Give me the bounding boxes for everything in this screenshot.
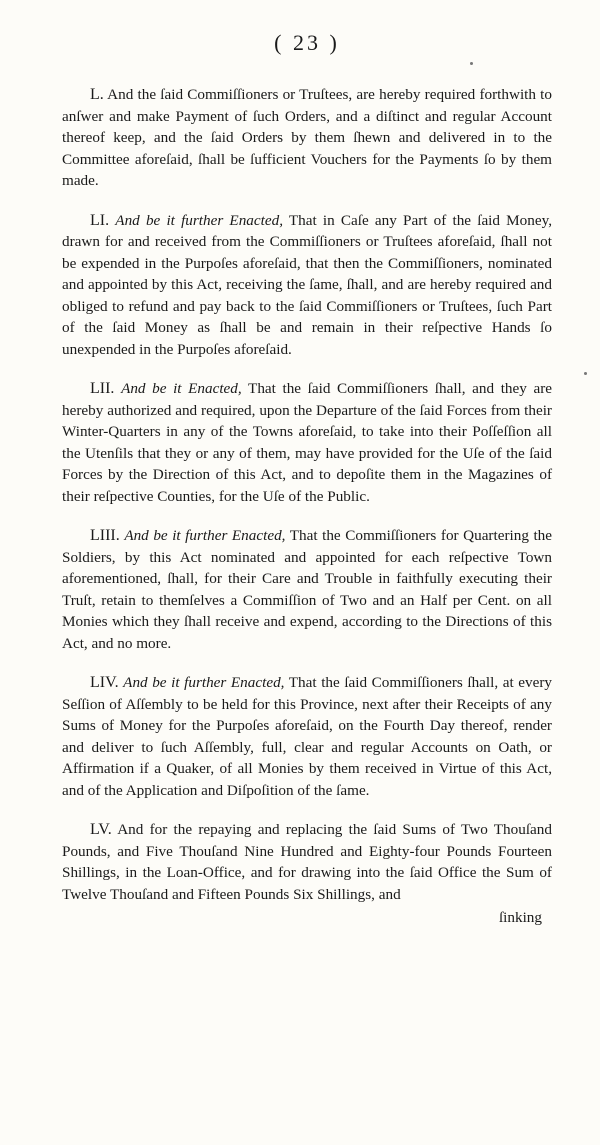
section-LI: [62, 210, 552, 361]
ink-speck: [470, 62, 473, 65]
section-text: That the Commiſſioners for Quartering the Soldiers, by this Act nominated and appointed for each reſpective Town aforementioned, ſhall, for their Care and Trouble in faithfully executing their Truſt, retain to themſelves a Commiſſion of Two and an Half per Cent. on all Monies which they ſhall receive and expend, according to the Directions of this Act, and no more.: [62, 527, 553, 652]
section-text: That the ſaid Commiſſioners ſhall, at every Seſſion of Aſſembly to be held for this Province, next after their Receipts of any Sums of Money for the Purpoſes aforeſaid, on the Fourth Day thereof, render and deliver to ſuch Aſſembly, full, clear and regular Accounts on Oath, or Affirmation if a Quaker, of all Monies by them received in Virtue of this Act, and of the Application and Diſpoſition of the ſame.: [62, 674, 553, 799]
section-text: And the ſaid Commiſſioners or Truſtees, are hereby required forthwith to anſwer and make Payment of ſuch Orders, and a diſtinct and regular Account thereof keep, and the ſaid Orders by them ſhewn and delivered in to the Committee aforeſaid, ſhall be ſufficient Vouchers for the Payments ſo by them made.: [62, 86, 552, 189]
catchword: ſinking: [498, 909, 542, 926]
section-numeral: LIII.: [90, 527, 120, 544]
enacting-clause: And be it further Enacted,: [123, 674, 285, 691]
section-numeral: LII.: [90, 380, 115, 397]
page-number: ( 23 ): [274, 30, 340, 55]
section-text: That in Caſe any Part of the ſaid Money, drawn for and received from the Commiſſioners or Truſtees aforeſaid, ſhall not be expended in the Purpoſes aforeſaid, that then the Commiſſioners, nominated and appointed by this Act, receiving the ſame, ſhall, and are hereby required and obliged to refund and pay back to the ſaid Commiſſioners or Truſtees, ſuch Part of the ſaid Money as ſhall be and remain in their reſpective Hands ſo unexpended in the Purpoſes aforeſaid.: [62, 211, 553, 358]
section-LV: [62, 819, 552, 905]
section-numeral: L.: [90, 86, 104, 103]
section-LIII: [62, 525, 552, 654]
section-numeral: LIV.: [90, 674, 119, 691]
enacting-clause: And be it further Enacted,: [124, 527, 286, 544]
section-numeral: LV.: [90, 821, 112, 838]
section-LIV: [62, 672, 552, 801]
section-numeral: LI.: [90, 211, 110, 229]
section-text: And for the repaying and replacing the ſaid Sums of Two Thouſand Pounds, and Five Thouſand Nine Hundred and Eighty-four Pounds Fourteen Shillings, in the Loan-Office, and for drawing into the ſaid Office the Sum of Twelve Thouſand and Fifteen Pounds Six Shillings, and: [62, 821, 552, 903]
section-text: That the ſaid Commiſſioners ſhall, and they are hereby authorized and required, upon the Departure of the ſaid Forces from their Winter-Quarters in any of the Towns aforeſaid, to take into their Poſſeſſion all the Utenſils that they or any of them, may have provided for the Uſe of the ſaid Forces by the Direction of this Act, and to depoſite them in the Magazines of their reſpective Counties, for the Uſe of the Public.: [62, 380, 553, 505]
enacting-clause: And be it further Enacted,: [115, 211, 283, 229]
section-L: [62, 84, 552, 192]
enacting-clause: And be it Enacted,: [121, 380, 242, 397]
section-LII: [62, 378, 552, 507]
ink-speck: [584, 372, 587, 375]
